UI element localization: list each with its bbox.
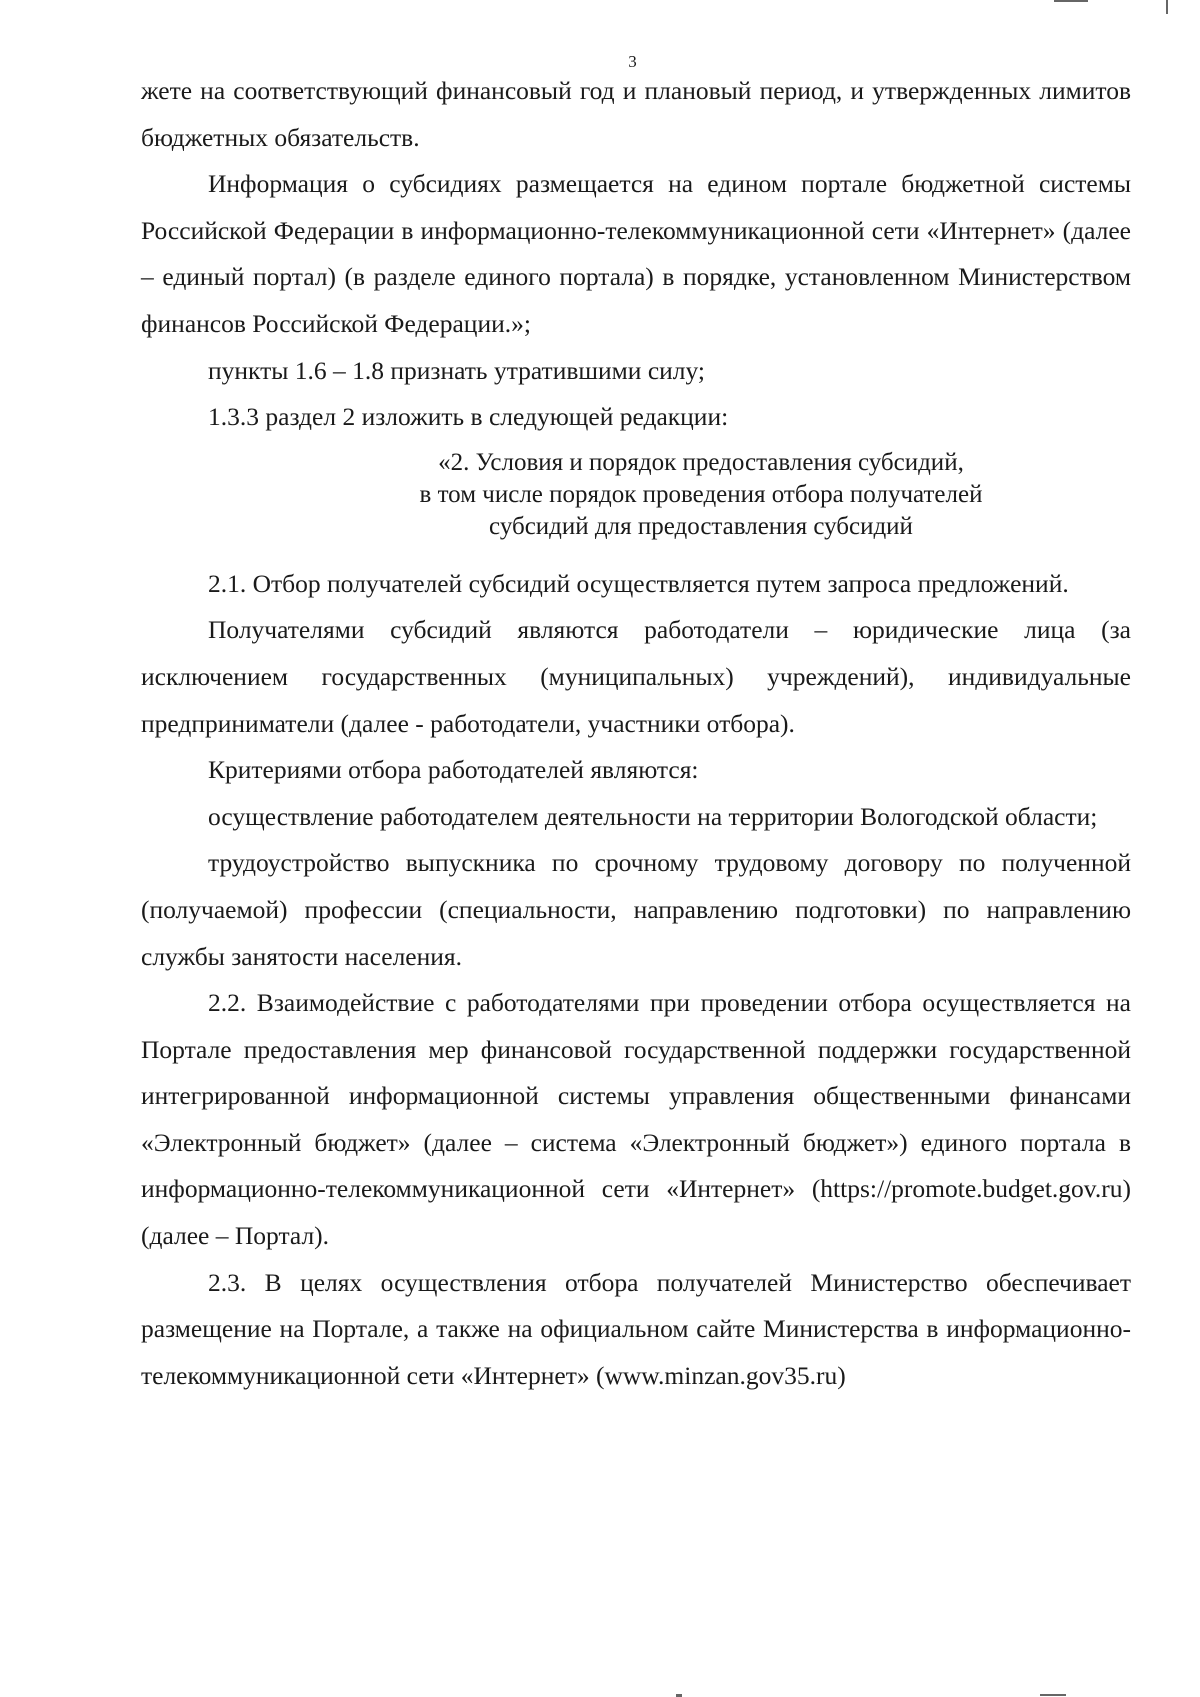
paragraph-points-invalid: пункты 1.6 – 1.8 признать утратившими силу; (208, 355, 706, 385)
paragraph-2-2: 2.2. Взаимодействие с работодателями при проведении отбора осуществляется на Портале предоставления мер финансовой государственной поддержки государственной интегрированной информационной системы управления общественными финансами «Электронный бюджет» (далее – система «Электронный бюджет») единого портала в информационно-телекоммуникационной сети «Интернет» (https://promote.budget.gov.ru) (далее – Портал). (141, 988, 1131, 1251)
section-heading (141, 447, 1131, 543)
paragraph-criterion-employment: трудоустройство выпускника по срочному трудовому договору по полученной (получаемой) профессии (специальности, направлению подготовки) по направлению службы занятости населения. (141, 848, 1131, 971)
page-number: 3 (628, 52, 637, 71)
document-body (141, 68, 1131, 1399)
paragraph-criterion-territory: осуществление работодателем деятельности на территории Вологодской области; (208, 801, 1098, 831)
paragraph-criteria-intro: Критериями отбора работодателей являются: (208, 755, 699, 785)
paragraph-recipients: Получателями субсидий являются работодатели – юридические лица (за исключением государственных (муниципальных) учреждений), индивидуальные предприниматели (далее - работодатели, участники отбора). (141, 615, 1131, 738)
section-heading-line-3: субсидий для предоставления субсидий (489, 512, 913, 540)
scan-artifact-bottom-right (1040, 1694, 1066, 1696)
paragraph-2-1: 2.1. Отбор получателей субсидий осуществляется путем запроса предложений. (208, 568, 1069, 598)
paragraph-section-amendment: 1.3.3 раздел 2 изложить в следующей редакции: (208, 402, 729, 432)
section-heading-line-1: «2. Условия и порядок предоставления субсидий, (438, 448, 964, 476)
paragraph-continuation: жете на соответствующий финансовый год и плановый период, и утвержденных лимитов бюджетных обязательств. (141, 76, 1131, 152)
paragraph-subsidy-info: Информация о субсидиях размещается на едином портале бюджетной системы Российской Федерации в информационно-телекоммуникационной сети «Интернет» (далее – единый портал) (в разделе единого портала) в порядке, установленном Министерством финансов Российской Федерации.»; (141, 169, 1131, 338)
scan-artifact-top-right (1166, 0, 1168, 14)
scan-artifact-top (1054, 0, 1088, 2)
paragraph-2-3: 2.3. В целях осуществления отбора получателей Министерство обеспечивает размещение на Портале, а также на официальном сайте Министерства в информационно-телекоммуникационной сети «Интернет» (www.minzan.gov35.ru) (141, 1267, 1131, 1390)
section-heading-line-2: в том числе порядок проведения отбора получателей (419, 480, 983, 508)
